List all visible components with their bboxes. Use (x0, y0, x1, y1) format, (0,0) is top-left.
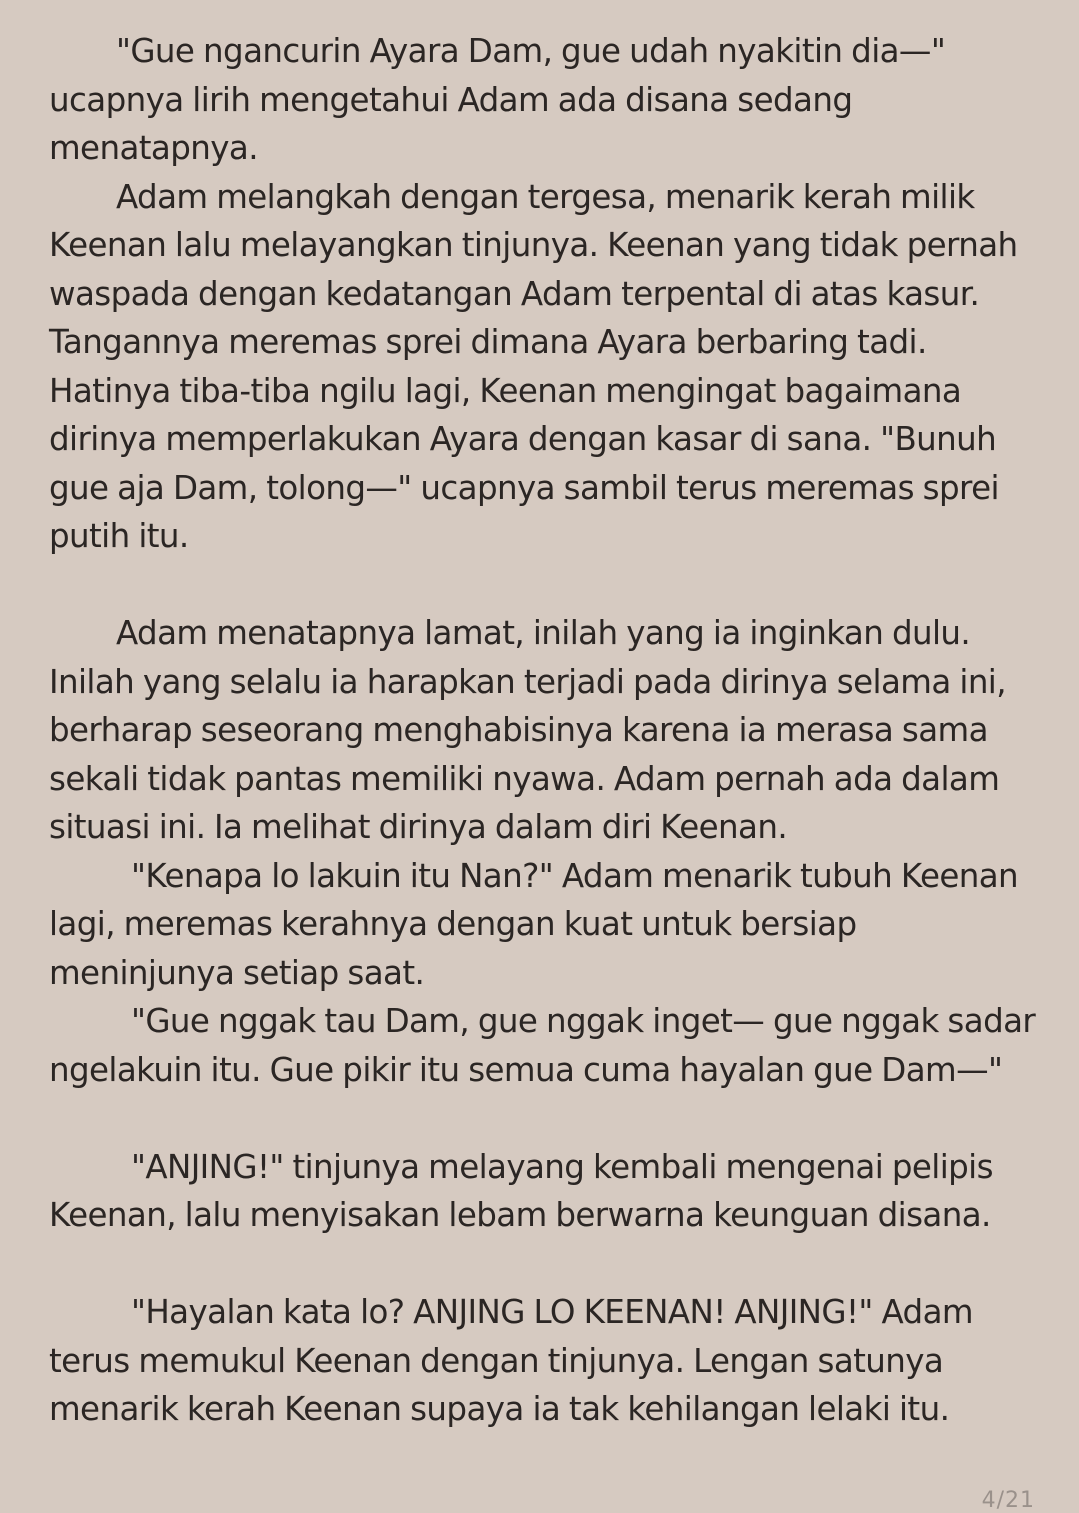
paragraph-2: Adam melangkah dengan tergesa, menarik kerah milik Keenan lalu melayangkan tinjunya. Keenan yang tidak pernah waspada dengan kedatangan Adam terpental di atas kasur. Tangannya meremas sprei dimana Ayara berbaring tadi. Hatinya tiba-tiba ngilu lagi, Keenan mengingat bagaimana dirinya memperlakukan Ayara dengan kasar di sana. "Bunuh gue aja Dam, tolong—" ucapnya sambil terus meremas sprei putih itu. (49, 177, 1018, 555)
page-number: 4/21 (981, 1488, 1035, 1513)
paragraph-gap (49, 561, 1049, 610)
paragraph-gap (49, 1094, 1049, 1143)
paragraph-6: "ANJING!" tinjunya melayang kembali mengenai pelipis Keenan, lalu menyisakan lebam berwarna keunguan disana. (49, 1147, 993, 1234)
paragraph-7: "Hayalan kata lo? ANJING LO KEENAN! ANJING!" Adam terus memukul Keenan dengan tinjunya. Lengan satunya menarik kerah Keenan supaya ia tak kehilangan lelaki itu. (49, 1293, 973, 1428)
paragraph-1: "Gue ngancurin Ayara Dam, gue udah nyakitin dia—" ucapnya lirih mengetahui Adam ada disana sedang menatapnya. (49, 32, 946, 167)
paragraph-4: "Kenapa lo lakuin itu Nan?" Adam menarik tubuh Keenan lagi, meremas kerahnya dengan kuat untuk bersiap meninjunya setiap saat. (49, 856, 1019, 992)
paragraph-5: "Gue nggak tau Dam, gue nggak inget— gue nggak sadar ngelakuin itu. Gue pikir itu semua cuma hayalan gue Dam—" (49, 1002, 1036, 1089)
story-text (49, 27, 1049, 1434)
paragraph-gap (49, 1240, 1049, 1289)
paragraph-3: Adam menatapnya lamat, inilah yang ia inginkan dulu. Inilah yang selalu ia harapkan terjadi pada dirinya selama ini, berharap seseorang menghabisinya karena ia merasa sama sekali tidak pantas memiliki nyawa. Adam pernah ada dalam situasi ini. Ia melihat dirinya dalam diri Keenan. (49, 614, 1006, 846)
